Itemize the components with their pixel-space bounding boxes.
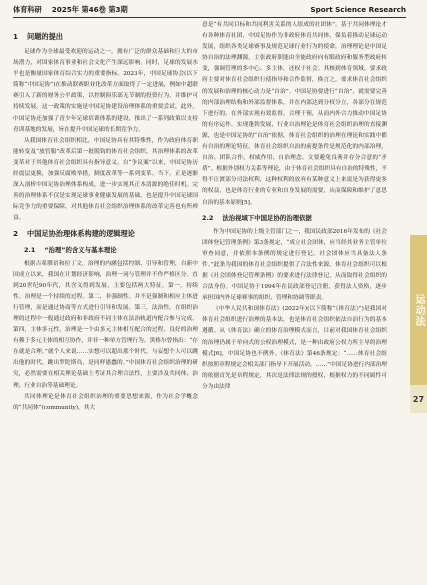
right-column <box>202 20 387 393</box>
side-tab <box>410 0 427 585</box>
paragraph: 根据古希腊语和拉丁文，治理的内涵包括控制、引导和管理，自新中国成立以来，我国在计划经济影响，治理一词与管理并不作严格区分。直到20世纪90年代，其含义得到发展，主要包括两大特征。第一，持续性。治理是一个持续的过程。第二，非强制性。并不是强制和相应主体进行管理，而是通过协商等方式进行引导和发展。第三，法治性。在组织治理的过程中一般通过政府和非政府不同主体在法治轨道内配合参与完成。第四，主体多元性，治理是一个由多元主体相互配合的过程，良好的治理有赖于多元主体的相互协作，并非一种单方管理行为。黑格尔曾指出：“存在就是合理。”就个人来说……实想可以超出那个时代，与妄想个人可以跳出他的时代，跳出罗陀斯岛，是同样愚蠢的。”中国体育社会组织治理的研究，必然需要在相关理论基础上考证其合理合法性，主要涉及共同体、治理、行业自治等基础理论。 <box>13 260 198 389</box>
paragraph: 足球作为全球最受欢迎的运动之一，拥有广泛的群众基础和巨大的市场潜力，对国家体育事业和社会文化产生深远影响。同时，足球的发展水平也是衡量国家体育综合实力的重要指标。2023年，中国足球协会(以下简称“中国足协”)在推动联赛职业化改革方面取得了一定进展，例如中超联赛引入了新的财务公平政策，以控制俱乐部无节制的投资行为，并维护可持续发展。这一政策的实施是中国足协建设治理体系的重要尝试，此外，中国足协还加强了青少年足球培训体系的建设，推出了一系列政策以支持青训基地的发展，旨在提升中国足球的长期竞争力。 <box>13 49 198 133</box>
paragraph: 《中华人民共和国体育法》(2022年)(以下简称“《体育法》”)是我国对体育社会组织进行治理的基本法，也是体育社会组织依法自治行为的基本遵循。从《体育法》确立的体育治理模式而言，目前对我国体育社会组织的治理仍属于单向式的公权治理模式，是一种由政府公权力所主导的治理模式[6]，中国足协也不例外。《体育法》第46条规定：“……体育社会组织按照章程规定会相关部门指导下开展活动。……”中国足协进行内部治理的依据首先是章程规定，其次是法律法规的授权，根据权力的不同属性可分为由法律 <box>202 306 387 390</box>
paragraph: 共同体理论是体育社会组织治理的重要思想来源，作为社会学概念的“共同体”(community)，其大 <box>13 393 198 411</box>
issue-label: 2025年 第46卷 第3期 <box>51 5 128 14</box>
page-number: 27 <box>412 395 425 404</box>
left-column <box>13 28 198 414</box>
subsection-heading-2-2: 2.2 法治视域下中国足协的治理依据 <box>202 213 312 222</box>
subsection-heading-2-1: 2.1 “治理”的含义与基本理论 <box>24 245 117 254</box>
header-rule <box>13 17 406 18</box>
journal-issue <box>13 5 128 15</box>
journal-name-cn: 体育科研 <box>13 5 42 14</box>
paragraph: 意是“有共同目标和共同利害关系的人组成的社团体”。基于共同体理论才有各种体育社团，中国足协作为非政府体育共同体，保负着推动足球运动发展，组织各类足球赛事及规范足球行业行为的使命，治理理论是中国足协自治的法理渊源，主张政府职能由全能政府向有限政府和服务型政府转变，强调管理的多中心、多主体，还权于社会。其核到体育领域，要求政府主要对体育社会组织行使指导和合作监督，换言之，要求体育社会组织的发展和治理的核心动力是“自治”。中国足协要进行“自治”，就需要完善的内部治理结构和外部监督体系，并在内部达到分权分立，各部分在规范下进行的，在外部实现有效监督，合理干预，从而内外合力推动中国足协的有序运作。实现蓬勃发展，行业自治理论是体育社会组织治理的直接渊源，也是中国足协的“自治”依据。体育社会组织的治理在理论和实践中都有自治的理论特征。体育社会组织自治的前提条件是规范化的内部治理，自治、团队合作、权威作用、自治理念、文要避免良莠并存分合意的“矛盾”。根据外别权力关系等理论，由于体育社会组织具有自治的特殊性，不得不让渡部分司法权利，这种权利的放弃有某种意义上来说是为获得更多的权益，也是体育行业的专业和自身发展的需要，从而保障和维护了意思自治的基本原则[5]。 <box>202 22 387 206</box>
paragraph: 从我国体育社会组织相比，中国足协具有其特殊性，作为政府体育职能转变及“放管服”改革后第一批脱钩的体育社会组织，其治理体系的改革变革对于其他体育社会组织具有指导意义。自“争议案”以来，中国足协历经震层更换，加强反腐败举措，制度改革等一系列变革。当下，正是逐渐深入剖析中国足协治理体系构成，进一步实现其正本清源的绝佳时机。完善的治理体系不仅是实现足球事业健康发展的基础，也是提升中国足球国际竞争力的重要保障，对其他体育社会组织治理体系的改革完善也有所裨益。 <box>13 137 198 222</box>
section-heading-1: 1 问题的提出 <box>13 32 63 41</box>
journal-name-en: Sport Science Research <box>310 5 406 14</box>
section-heading-2: 2 中国足协治理体系构建的逻辑理论 <box>13 228 135 238</box>
paragraph: 作为中国足协的上级主管部门之一，我国民政部2016年发布的《社会团体登记管理条例》第3条规定，“成立社会团体，应当经其业务主管单位审查同意，并依照本条例的规定进行登记。社会团体应当具备法人条件。”此条为我国的体育社会组织提供了合法性来源，体育社会组织可以根据《社会团体登记管理条例》的要求进行法律登记，从而取得社会组织的合法身份。中国足协于1994年在民政部登记注册，获得法人资格，逐步承担国内外足球赛事的组织、管理和协调等职责。 <box>202 228 387 302</box>
running-header <box>13 5 406 16</box>
section-tab-label: 运动法 <box>410 235 427 385</box>
